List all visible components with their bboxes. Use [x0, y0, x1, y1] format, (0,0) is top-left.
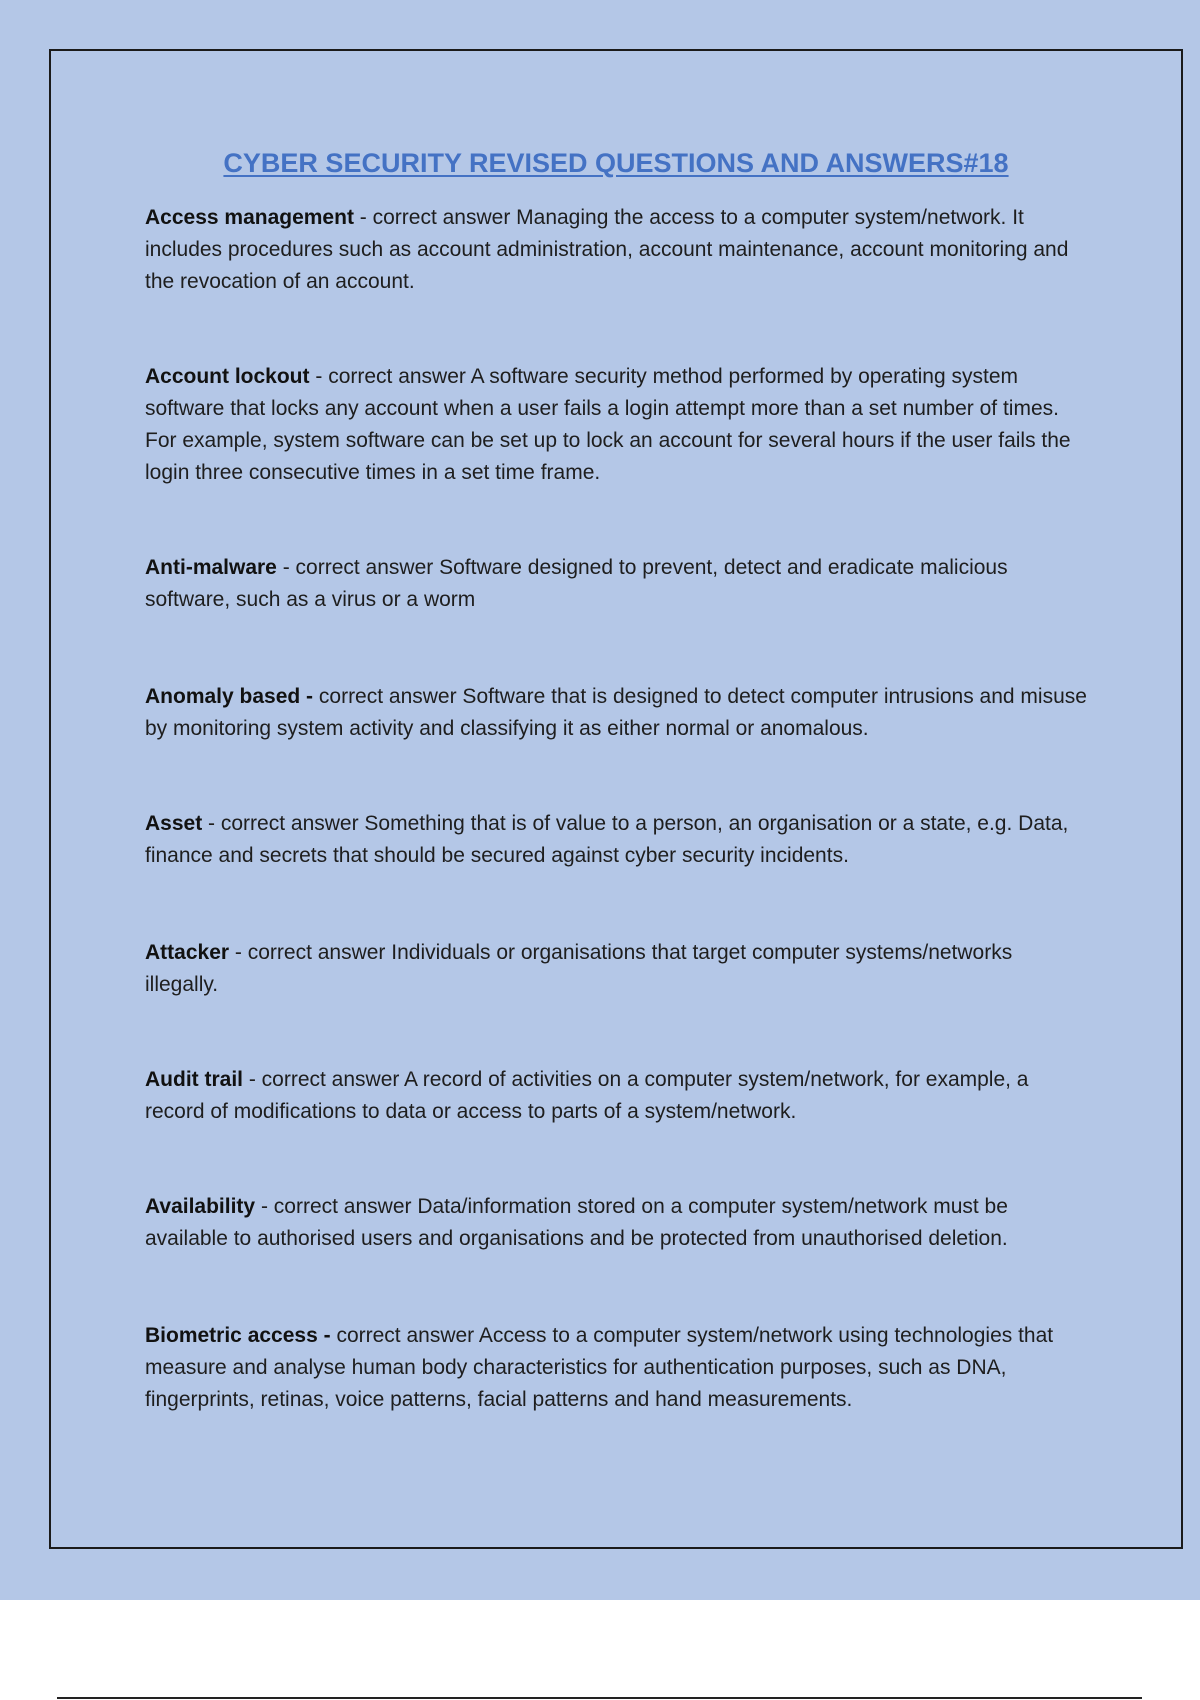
entry-separator: - — [276, 556, 296, 579]
glossary-entry — [145, 552, 1090, 616]
entry-separator: - — [202, 812, 221, 835]
entry-term: Availability — [145, 1195, 256, 1218]
entry-term: Asset — [145, 812, 203, 835]
entry-term: Anomaly based - — [145, 685, 314, 708]
entry-definition: correct answer Software designed to prevent, detect and eradicate malicious software, such as a virus or a worm — [145, 556, 1008, 611]
entry-separator: - — [309, 365, 329, 388]
entry-separator: - — [353, 206, 373, 229]
entry-definition: correct answer Individuals or organisations that target computer systems/networks illegally. — [145, 941, 1013, 996]
glossary-entry — [145, 937, 1090, 1001]
entry-term: Anti-malware — [145, 556, 277, 579]
entry-separator: - — [229, 941, 248, 964]
entry-term: Access management — [145, 206, 354, 229]
entry-definition: correct answer Something that is of value to a person, an organisation or a state, e.g. Data, finance and secrets that should be secured against cyber security incidents. — [145, 812, 1069, 867]
glossary-entry — [145, 361, 1090, 489]
glossary-entry — [145, 1191, 1090, 1255]
glossary-entry — [145, 808, 1090, 872]
entry-definition: correct answer Access to a computer system/network using technologies that measure and analyse human body characteristics for authentication purposes, such as DNA, fingerprints, retinas, voice patterns, facial patterns and hand measurements. — [145, 1324, 1054, 1411]
entry-definition: correct answer A software security method performed by operating system software that locks any account when a user fails a login attempt more than a set number of times. For example, system software can be set up to lock an account for several hours if the user fails the login three consecutive times in a set time frame. — [145, 365, 1071, 484]
glossary-entries — [145, 202, 1090, 1416]
document-title: CYBER SECURITY REVISED QUESTIONS AND ANSWERS#18 — [223, 148, 1009, 178]
entry-term: Audit trail — [145, 1068, 243, 1091]
entry-definition: correct answer Data/information stored on a computer system/network must be available to authorised users and organisations and be protected from unauthorised deletion. — [145, 1195, 1008, 1250]
entry-definition: correct answer A record of activities on a computer system/network, for example, a record of modifications to data or access to parts of a system/network. — [145, 1068, 1029, 1123]
entry-separator: - — [255, 1195, 274, 1218]
glossary-entry — [145, 681, 1090, 745]
entry-definition: correct answer Software that is designed to detect computer intrusions and misuse by monitoring system activity and classifying it as either normal or anomalous. — [145, 685, 1087, 740]
glossary-entry — [145, 202, 1090, 298]
entry-separator: - — [243, 1068, 262, 1091]
glossary-entry — [145, 1320, 1090, 1416]
entry-term: Biometric access - — [145, 1324, 331, 1347]
entry-term: Attacker — [145, 941, 230, 964]
footer-rule — [57, 1697, 1142, 1699]
glossary-entry — [145, 1064, 1090, 1128]
entry-definition: correct answer Managing the access to a computer system/network. It includes procedures such as account administration, account maintenance, account monitoring and the revocation of an account. — [145, 206, 1069, 293]
entry-term: Account lockout — [145, 365, 310, 388]
